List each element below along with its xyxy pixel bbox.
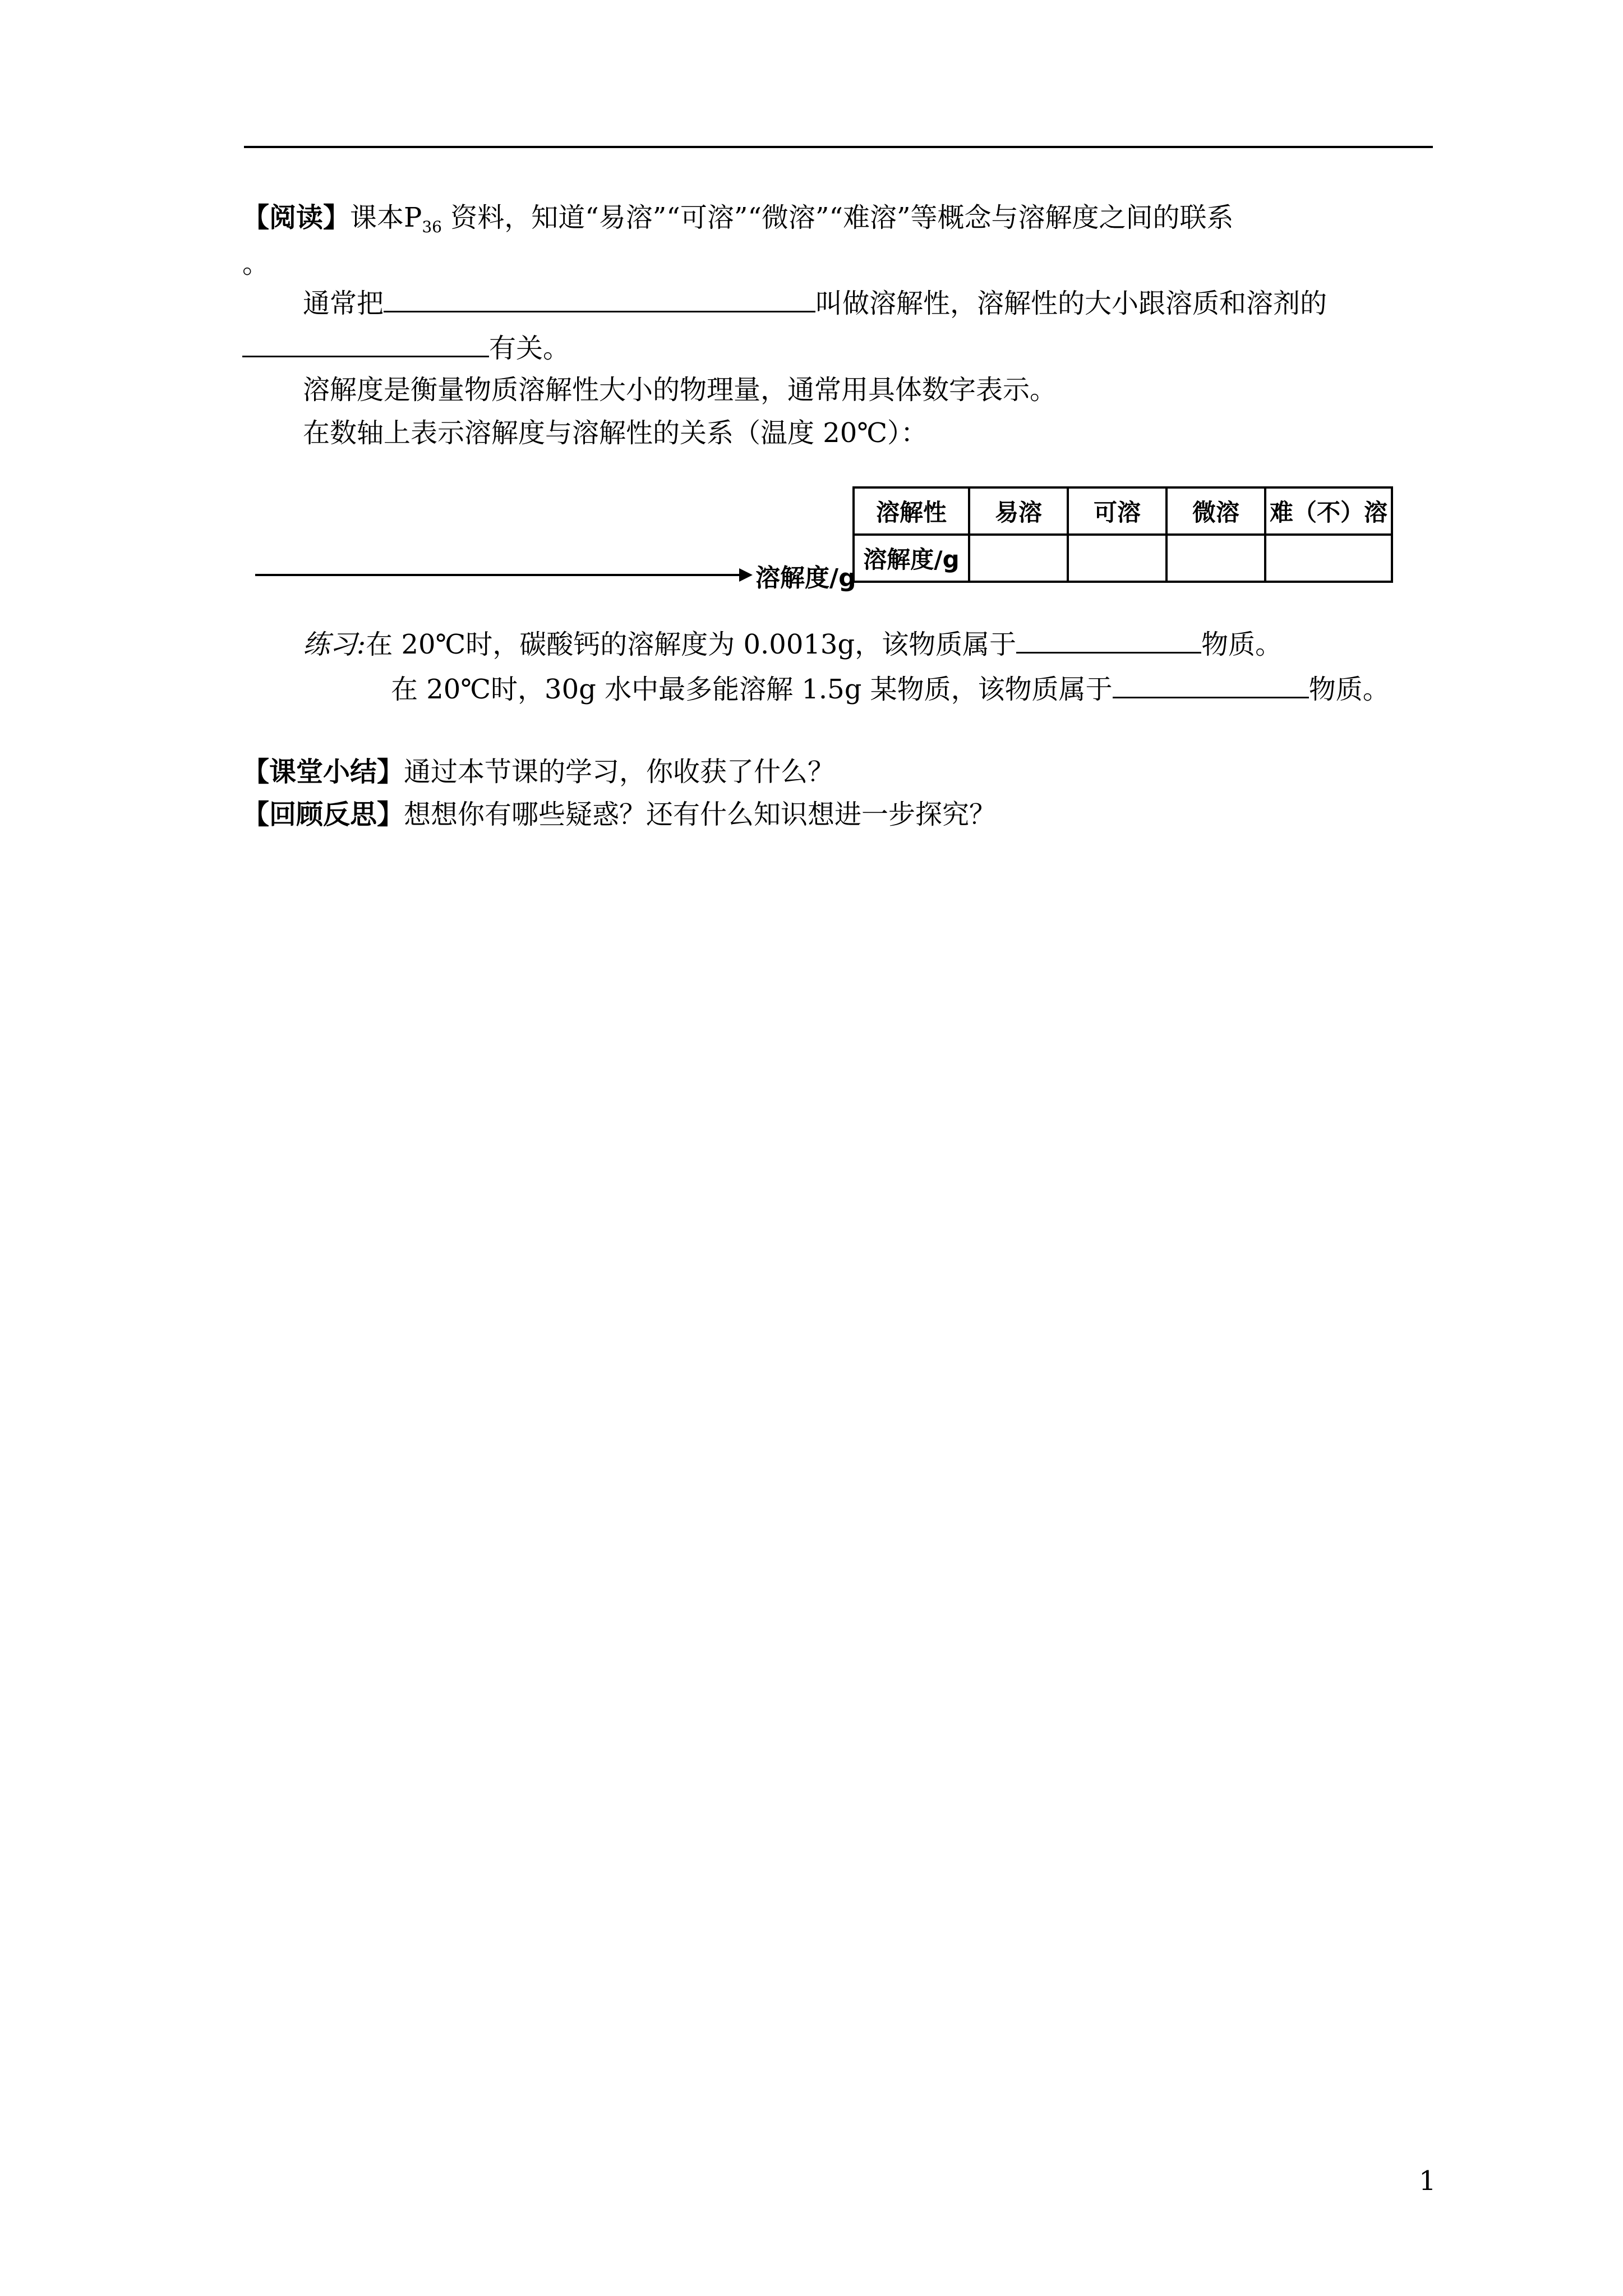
solubility-table (852, 486, 1393, 583)
definition-pre: 通常把 (303, 288, 384, 319)
measure-text: 溶解度是衡量物质溶解性大小的物理量，通常用具体数字表示。 (303, 374, 1057, 406)
definition-mid: 叫做溶解性，溶解性的大小跟溶质和溶剂的 (815, 288, 1327, 319)
number-axis (255, 574, 743, 576)
summary-line (242, 755, 834, 789)
table-row-label: 溶解度/g (854, 535, 969, 582)
reflection-line (242, 798, 996, 831)
q2-text: 在 20℃时，30g 水中最多能溶解 1.5g 某物质，该物质属于 (391, 674, 1113, 705)
practice-q2 (391, 672, 1390, 706)
definition-blank[interactable] (384, 286, 815, 312)
axis-label: 溶解度/g (755, 564, 856, 592)
practice-q1 (303, 627, 1282, 661)
table-row (854, 487, 1392, 535)
reading-continuation: 。 (242, 248, 270, 279)
q2-post: 物质。 (1308, 674, 1390, 705)
page-number: 1 (1419, 2165, 1436, 2197)
summary-tag: 【课堂小结】 (242, 756, 404, 788)
table-cell-empty[interactable] (969, 535, 1068, 582)
reading-tag: 【阅读】 (242, 202, 351, 233)
factor-blank[interactable] (242, 331, 489, 357)
q2-blank[interactable] (1113, 672, 1309, 698)
definition-post: 有关。 (489, 333, 570, 364)
reflection-text: 想想你有哪些疑惑？还有什么知识想进一步探究？ (404, 799, 997, 830)
header-rule (244, 146, 1433, 148)
table-header-cell: 可溶 (1068, 487, 1166, 535)
table-cell-empty[interactable] (1068, 535, 1166, 582)
reading-text-a: 课本P (350, 202, 422, 233)
solubility-definition-cont (242, 331, 570, 365)
table-cell-empty[interactable] (1166, 535, 1265, 582)
table-header-cell: 易溶 (969, 487, 1068, 535)
table-header-cell: 难（不）溶 (1265, 487, 1392, 535)
table-cell-empty[interactable] (1265, 535, 1392, 582)
solubility-definition (303, 286, 1327, 320)
axis-instruction: 在数轴上表示溶解度与溶解性的关系（温度 20℃）： (303, 417, 928, 449)
reading-subscript: 36 (422, 218, 442, 236)
summary-text: 通过本节课的学习，你收获了什么？ (404, 756, 835, 788)
reading-text-b: 资料，知道“易溶”“可溶”“微溶”“难溶”等概念与溶解度之间的联系 (441, 202, 1234, 233)
q1-blank[interactable] (1016, 627, 1201, 654)
table-row (854, 535, 1392, 582)
table-header-cell: 溶解性 (854, 487, 969, 535)
q1-text: 在 20℃时，碳酸钙的溶解度为 0.0013g，该物质属于 (366, 629, 1017, 660)
axis-arrow-icon (739, 568, 753, 582)
table-header-cell: 微溶 (1166, 487, 1265, 535)
practice-label: 练习: (303, 629, 366, 660)
reading-line (242, 201, 1234, 244)
q1-post: 物质。 (1201, 629, 1283, 660)
reflection-tag: 【回顾反思】 (242, 799, 404, 830)
